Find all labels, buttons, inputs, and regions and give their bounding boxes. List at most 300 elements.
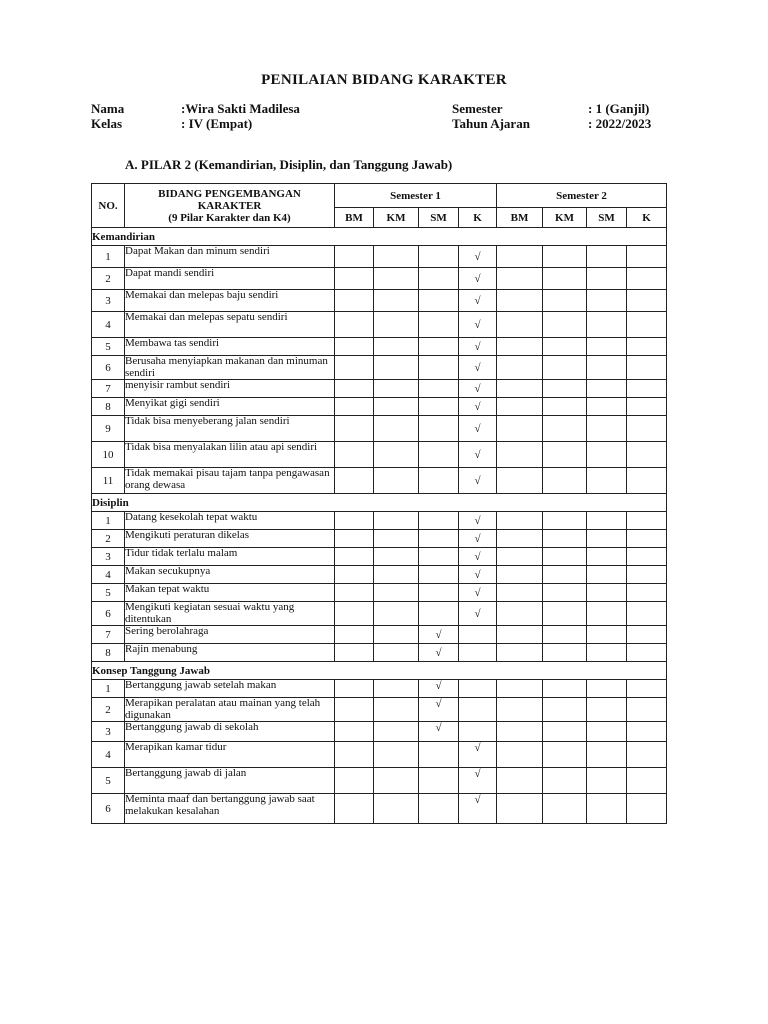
cell-s2-bm — [497, 442, 543, 468]
group-row — [92, 494, 667, 512]
cell-s2-bm — [497, 290, 543, 312]
row-description: Tidak memakai pisau tajam tanpa pengawasan orang dewasa — [125, 468, 335, 494]
row-description: Mengikuti peraturan dikelas — [125, 530, 335, 548]
cell-s2-bm — [497, 338, 543, 356]
cell-s1-bm — [335, 626, 374, 644]
cell-s2-km — [543, 548, 587, 566]
row-number: 6 — [92, 794, 125, 824]
cell-s2-k — [627, 768, 667, 794]
cell-s1-km — [374, 602, 419, 626]
cell-s1-sm — [419, 602, 459, 626]
cell-s1-bm — [335, 680, 374, 698]
table-row — [92, 312, 667, 338]
cell-s1-bm — [335, 644, 374, 662]
row-number: 5 — [92, 338, 125, 356]
row-description: Menyikat gigi sendiri — [125, 398, 335, 416]
cell-s2-bm — [497, 680, 543, 698]
check-mark: √ — [459, 566, 497, 584]
cell-s2-sm — [587, 246, 627, 268]
check-mark: √ — [419, 722, 459, 742]
check-mark: √ — [459, 468, 497, 494]
table-row — [92, 602, 667, 626]
group-row — [92, 662, 667, 680]
cell-s2-k — [627, 380, 667, 398]
cell-s1-km — [374, 268, 419, 290]
check-mark: √ — [459, 356, 497, 380]
col-km-s2: KM — [543, 208, 587, 228]
table-row — [92, 548, 667, 566]
table-row — [92, 442, 667, 468]
cell-s2-sm — [587, 626, 627, 644]
cell-s2-k — [627, 398, 667, 416]
check-mark: √ — [459, 794, 497, 824]
cell-s1-sm — [419, 290, 459, 312]
cell-s2-km — [543, 268, 587, 290]
cell-s2-km — [543, 680, 587, 698]
col-sm-s1: SM — [419, 208, 459, 228]
cell-s1-k — [459, 722, 497, 742]
cell-s1-bm — [335, 398, 374, 416]
cell-s1-km — [374, 768, 419, 794]
cell-s2-bm — [497, 566, 543, 584]
cell-s2-km — [543, 722, 587, 742]
cell-s2-k — [627, 584, 667, 602]
col-k-s1: K — [459, 208, 497, 228]
cell-s1-km — [374, 530, 419, 548]
cell-s1-bm — [335, 530, 374, 548]
cell-s2-k — [627, 442, 667, 468]
cell-s1-bm — [335, 742, 374, 768]
cell-s2-sm — [587, 680, 627, 698]
cell-s2-bm — [497, 626, 543, 644]
cell-s1-km — [374, 584, 419, 602]
tahun-label: Tahun Ajaran — [452, 116, 530, 131]
cell-s2-sm — [587, 442, 627, 468]
cell-s1-km — [374, 416, 419, 442]
cell-s2-km — [543, 768, 587, 794]
cell-s2-sm — [587, 722, 627, 742]
row-description: Tidur tidak terlalu malam — [125, 548, 335, 566]
cell-s2-k — [627, 548, 667, 566]
cell-s1-sm — [419, 742, 459, 768]
cell-s2-bm — [497, 356, 543, 380]
cell-s2-km — [543, 356, 587, 380]
cell-s2-bm — [497, 246, 543, 268]
row-number: 4 — [92, 566, 125, 584]
check-mark: √ — [459, 584, 497, 602]
bidang-header-line3: (9 Pilar Karakter dan K4) — [168, 211, 291, 224]
row-number: 1 — [92, 680, 125, 698]
row-description: Memakai dan melepas baju sendiri — [125, 290, 335, 312]
check-mark: √ — [459, 338, 497, 356]
cell-s1-bm — [335, 290, 374, 312]
cell-s1-km — [374, 626, 419, 644]
cell-s2-km — [543, 442, 587, 468]
cell-s2-k — [627, 356, 667, 380]
row-description: Rajin menabung — [125, 644, 335, 662]
row-description: Merapikan peralatan atau mainan yang telah digunakan — [125, 698, 335, 722]
semester1-header: Semester 1 — [335, 184, 497, 208]
table-row — [92, 742, 667, 768]
cell-s1-sm — [419, 338, 459, 356]
row-description: Makan tepat waktu — [125, 584, 335, 602]
check-mark: √ — [419, 626, 459, 644]
row-description: Sering berolahraga — [125, 626, 335, 644]
cell-s2-k — [627, 338, 667, 356]
row-description: Mengikuti kegiatan sesuai waktu yang ditentukan — [125, 602, 335, 626]
row-number: 6 — [92, 356, 125, 380]
cell-s1-bm — [335, 768, 374, 794]
cell-s2-sm — [587, 698, 627, 722]
cell-s1-km — [374, 468, 419, 494]
table-row — [92, 380, 667, 398]
row-description: Bertanggung jawab di sekolah — [125, 722, 335, 742]
table-row — [92, 680, 667, 698]
check-mark: √ — [459, 416, 497, 442]
cell-s2-k — [627, 416, 667, 442]
cell-s2-sm — [587, 566, 627, 584]
cell-s1-bm — [335, 442, 374, 468]
cell-s2-bm — [497, 312, 543, 338]
row-number: 11 — [92, 468, 125, 494]
table-row — [92, 290, 667, 312]
nama-value: :Wira Sakti Madilesa — [181, 101, 300, 116]
cell-s2-sm — [587, 644, 627, 662]
cell-s1-k — [459, 698, 497, 722]
table-row — [92, 566, 667, 584]
cell-s2-sm — [587, 602, 627, 626]
cell-s2-km — [543, 584, 587, 602]
section-heading: A. PILAR 2 (Kemandirian, Disiplin, dan Tanggung Jawab) — [125, 157, 453, 172]
cell-s1-sm — [419, 268, 459, 290]
cell-s2-k — [627, 698, 667, 722]
cell-s1-bm — [335, 338, 374, 356]
row-description: Membawa tas sendiri — [125, 338, 335, 356]
cell-s2-km — [543, 290, 587, 312]
row-number: 1 — [92, 246, 125, 268]
cell-s2-km — [543, 794, 587, 824]
cell-s2-k — [627, 602, 667, 626]
row-description: menyisir rambut sendiri — [125, 380, 335, 398]
check-mark: √ — [459, 512, 497, 530]
table-row — [92, 398, 667, 416]
col-km-s1: KM — [374, 208, 419, 228]
cell-s1-sm — [419, 246, 459, 268]
row-number: 2 — [92, 268, 125, 290]
cell-s2-k — [627, 566, 667, 584]
cell-s1-km — [374, 698, 419, 722]
cell-s1-bm — [335, 566, 374, 584]
assessment-table — [91, 183, 667, 824]
check-mark: √ — [419, 680, 459, 698]
row-description: Meminta maaf dan bertanggung jawab saat melakukan kesalahan — [125, 794, 335, 824]
cell-s2-bm — [497, 512, 543, 530]
cell-s2-km — [543, 698, 587, 722]
cell-s2-sm — [587, 398, 627, 416]
table-row — [92, 626, 667, 644]
cell-s2-bm — [497, 722, 543, 742]
cell-s2-sm — [587, 584, 627, 602]
cell-s1-sm — [419, 512, 459, 530]
cell-s1-k — [459, 680, 497, 698]
row-number: 8 — [92, 644, 125, 662]
table-row — [92, 584, 667, 602]
row-number: 3 — [92, 548, 125, 566]
col-k-s2: K — [627, 208, 667, 228]
cell-s1-sm — [419, 794, 459, 824]
cell-s2-bm — [497, 380, 543, 398]
row-number: 4 — [92, 742, 125, 768]
cell-s2-k — [627, 794, 667, 824]
cell-s2-bm — [497, 602, 543, 626]
check-mark: √ — [459, 602, 497, 626]
row-description: Tidak bisa menyeberang jalan sendiri — [125, 416, 335, 442]
bidang-header-line2: KARAKTER — [197, 199, 262, 212]
cell-s2-k — [627, 468, 667, 494]
table-row — [92, 530, 667, 548]
cell-s2-km — [543, 468, 587, 494]
table-row — [92, 768, 667, 794]
cell-s2-km — [543, 566, 587, 584]
cell-s2-bm — [497, 468, 543, 494]
cell-s2-sm — [587, 512, 627, 530]
cell-s1-bm — [335, 794, 374, 824]
cell-s1-bm — [335, 698, 374, 722]
cell-s2-k — [627, 246, 667, 268]
cell-s1-km — [374, 338, 419, 356]
cell-s1-bm — [335, 548, 374, 566]
row-number: 8 — [92, 398, 125, 416]
check-mark: √ — [419, 644, 459, 662]
cell-s2-bm — [497, 742, 543, 768]
cell-s1-sm — [419, 548, 459, 566]
group-title: Kemandirian — [92, 228, 667, 246]
cell-s1-bm — [335, 268, 374, 290]
col-bm-s2: BM — [497, 208, 543, 228]
row-number: 5 — [92, 768, 125, 794]
cell-s2-k — [627, 268, 667, 290]
col-bm-s1: BM — [335, 208, 374, 228]
cell-s2-bm — [497, 268, 543, 290]
row-number: 1 — [92, 512, 125, 530]
cell-s1-km — [374, 442, 419, 468]
cell-s2-km — [543, 512, 587, 530]
cell-s1-km — [374, 312, 419, 338]
cell-s2-k — [627, 530, 667, 548]
semester-value: : 1 (Ganjil) — [588, 101, 650, 116]
cell-s1-sm — [419, 442, 459, 468]
row-description: Makan secukupnya — [125, 566, 335, 584]
table-row — [92, 644, 667, 662]
table-row — [92, 268, 667, 290]
cell-s2-km — [543, 742, 587, 768]
cell-s2-k — [627, 644, 667, 662]
table-row — [92, 698, 667, 722]
cell-s2-bm — [497, 530, 543, 548]
table-row — [92, 468, 667, 494]
check-mark: √ — [459, 380, 497, 398]
cell-s2-km — [543, 312, 587, 338]
cell-s2-km — [543, 416, 587, 442]
cell-s2-sm — [587, 312, 627, 338]
cell-s1-km — [374, 680, 419, 698]
cell-s2-sm — [587, 548, 627, 566]
table-row — [92, 794, 667, 824]
cell-s1-km — [374, 246, 419, 268]
table-row — [92, 416, 667, 442]
check-mark: √ — [459, 742, 497, 768]
kelas-value: : IV (Empat) — [181, 116, 253, 131]
row-number: 7 — [92, 380, 125, 398]
cell-s1-km — [374, 356, 419, 380]
bidang-header-line1: BIDANG PENGEMBANGAN — [158, 187, 301, 200]
kelas-label: Kelas — [91, 116, 123, 131]
cell-s1-km — [374, 722, 419, 742]
semester2-header: Semester 2 — [497, 184, 667, 208]
cell-s2-sm — [587, 290, 627, 312]
cell-s1-km — [374, 380, 419, 398]
check-mark: √ — [459, 290, 497, 312]
cell-s2-k — [627, 512, 667, 530]
cell-s2-k — [627, 742, 667, 768]
row-description: Dapat mandi sendiri — [125, 268, 335, 290]
table-row — [92, 722, 667, 742]
nama-label: Nama — [91, 101, 125, 116]
cell-s2-sm — [587, 356, 627, 380]
row-number: 5 — [92, 584, 125, 602]
table-row — [92, 356, 667, 380]
check-mark: √ — [459, 442, 497, 468]
cell-s2-bm — [497, 794, 543, 824]
cell-s2-sm — [587, 416, 627, 442]
bidang-header — [125, 184, 335, 228]
cell-s2-bm — [497, 768, 543, 794]
cell-s2-km — [543, 644, 587, 662]
cell-s2-km — [543, 626, 587, 644]
cell-s1-sm — [419, 398, 459, 416]
row-description: Memakai dan melepas sepatu sendiri — [125, 312, 335, 338]
cell-s1-km — [374, 512, 419, 530]
row-number: 6 — [92, 602, 125, 626]
check-mark: √ — [459, 768, 497, 794]
cell-s1-bm — [335, 246, 374, 268]
row-description: Bertanggung jawab setelah makan — [125, 680, 335, 698]
row-description: Tidak bisa menyalakan lilin atau api sendiri — [125, 442, 335, 468]
check-mark: √ — [459, 312, 497, 338]
check-mark: √ — [459, 268, 497, 290]
cell-s2-sm — [587, 530, 627, 548]
cell-s1-bm — [335, 468, 374, 494]
cell-s2-k — [627, 722, 667, 742]
cell-s2-sm — [587, 268, 627, 290]
cell-s1-sm — [419, 768, 459, 794]
cell-s1-bm — [335, 416, 374, 442]
cell-s1-km — [374, 644, 419, 662]
cell-s2-km — [543, 530, 587, 548]
cell-s1-sm — [419, 416, 459, 442]
cell-s1-km — [374, 290, 419, 312]
cell-s2-sm — [587, 338, 627, 356]
table-body — [92, 228, 667, 824]
row-description: Merapikan kamar tidur — [125, 742, 335, 768]
row-number: 3 — [92, 722, 125, 742]
cell-s1-sm — [419, 584, 459, 602]
cell-s1-sm — [419, 312, 459, 338]
group-row — [92, 228, 667, 246]
table-row — [92, 246, 667, 268]
cell-s2-sm — [587, 768, 627, 794]
cell-s1-km — [374, 742, 419, 768]
group-title: Konsep Tanggung Jawab — [92, 662, 667, 680]
cell-s1-bm — [335, 602, 374, 626]
cell-s2-km — [543, 246, 587, 268]
check-mark: √ — [459, 398, 497, 416]
cell-s2-k — [627, 626, 667, 644]
cell-s2-bm — [497, 398, 543, 416]
semester-label: Semester — [452, 101, 503, 116]
cell-s2-sm — [587, 380, 627, 398]
row-description: Bertanggung jawab di jalan — [125, 768, 335, 794]
cell-s2-sm — [587, 468, 627, 494]
cell-s1-km — [374, 548, 419, 566]
cell-s1-sm — [419, 468, 459, 494]
page-title: PENILAIAN BIDANG KARAKTER — [261, 72, 507, 88]
cell-s2-bm — [497, 584, 543, 602]
check-mark: √ — [419, 698, 459, 722]
cell-s2-km — [543, 380, 587, 398]
table-row — [92, 512, 667, 530]
row-description: Datang kesekolah tepat waktu — [125, 512, 335, 530]
cell-s1-bm — [335, 312, 374, 338]
check-mark: √ — [459, 246, 497, 268]
check-mark: √ — [459, 530, 497, 548]
no-header: NO. — [92, 184, 125, 228]
cell-s2-k — [627, 680, 667, 698]
col-sm-s2: SM — [587, 208, 627, 228]
cell-s2-bm — [497, 698, 543, 722]
cell-s1-km — [374, 566, 419, 584]
cell-s1-k — [459, 644, 497, 662]
cell-s2-sm — [587, 794, 627, 824]
cell-s2-k — [627, 290, 667, 312]
cell-s2-bm — [497, 644, 543, 662]
row-number: 7 — [92, 626, 125, 644]
row-number: 4 — [92, 312, 125, 338]
cell-s1-bm — [335, 584, 374, 602]
tahun-value: : 2022/2023 — [588, 116, 652, 131]
row-description: Berusaha menyiapkan makanan dan minuman sendiri — [125, 356, 335, 380]
cell-s1-sm — [419, 380, 459, 398]
cell-s1-km — [374, 794, 419, 824]
cell-s2-km — [543, 398, 587, 416]
row-number: 2 — [92, 698, 125, 722]
cell-s1-bm — [335, 722, 374, 742]
check-mark: √ — [459, 548, 497, 566]
row-description: Dapat Makan dan minum sendiri — [125, 246, 335, 268]
cell-s1-km — [374, 398, 419, 416]
row-number: 10 — [92, 442, 125, 468]
cell-s1-sm — [419, 530, 459, 548]
row-number: 2 — [92, 530, 125, 548]
cell-s1-sm — [419, 356, 459, 380]
cell-s1-bm — [335, 512, 374, 530]
group-title: Disiplin — [92, 494, 667, 512]
cell-s1-bm — [335, 356, 374, 380]
cell-s2-bm — [497, 548, 543, 566]
cell-s2-km — [543, 338, 587, 356]
row-number: 3 — [92, 290, 125, 312]
cell-s2-k — [627, 312, 667, 338]
